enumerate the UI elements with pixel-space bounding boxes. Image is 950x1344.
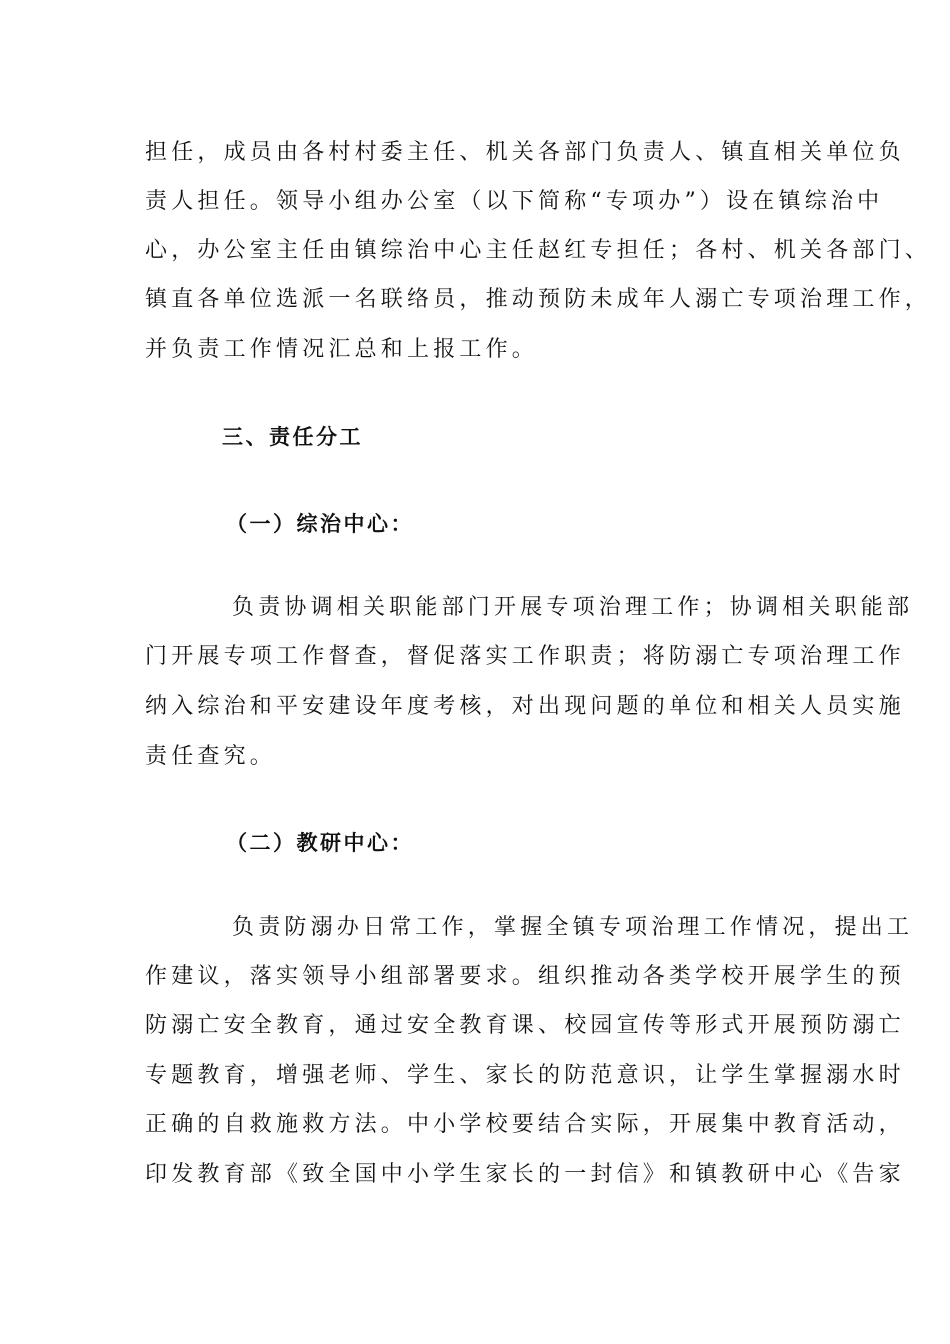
sub2-line-4: 专题教育，增强老师、学生、家长的防范意识，让学生掌握溺水时 (145, 1063, 905, 1088)
intro-line-1: 担任，成员由各村村委主任、机关各部门负责人、镇直相关单位负 (145, 140, 905, 165)
subsection-1-heading: （一）综治中心： (226, 512, 414, 536)
sub2-line-6: 印发教育部《致全国中小学生家长的一封信》和镇教研中心《告家 (145, 1162, 905, 1187)
intro-line-2: 责人担任。领导小组办公室（以下简称“专项办”）设在镇综治中 (145, 189, 884, 214)
sub1-line-2: 门开展专项工作督查，督促落实工作职责；将防溺亡专项治理工作 (145, 644, 905, 669)
intro-line-5: 并负责工作情况汇总和上报工作。 (145, 337, 539, 362)
sub1-line-3: 纳入综治和平安建设年度考核，对出现问题的单位和相关人员实施 (145, 694, 905, 719)
section-heading: 三、责任分工 (222, 425, 363, 449)
sub1-line-1: 负责协调相关职能部门开展专项治理工作；协调相关职能部 (232, 595, 914, 620)
subsection-2-heading: （二）教研中心： (226, 831, 414, 855)
sub2-line-5: 正确的自救施救方法。中小学校要结合实际，开展集中教育活动， (145, 1112, 905, 1137)
sub2-line-3: 防溺亡安全教育，通过安全教育课、校园宣传等形式开展预防溺亡 (145, 1013, 905, 1038)
sub2-line-1: 负责防溺办日常工作，掌握全镇专项治理工作情况，提出工 (232, 915, 914, 940)
intro-line-4: 镇直各单位选派一名联络员，推动预防未成年人溺亡专项治理工作， (145, 287, 932, 312)
sub2-line-2: 作建议，落实领导小组部署要求。组织推动各类学校开展学生的预 (145, 964, 905, 989)
intro-line-3: 心，办公室主任由镇综治中心主任赵红专担任；各村、机关各部门、 (145, 238, 932, 263)
sub1-line-4: 责任查究。 (145, 744, 277, 769)
